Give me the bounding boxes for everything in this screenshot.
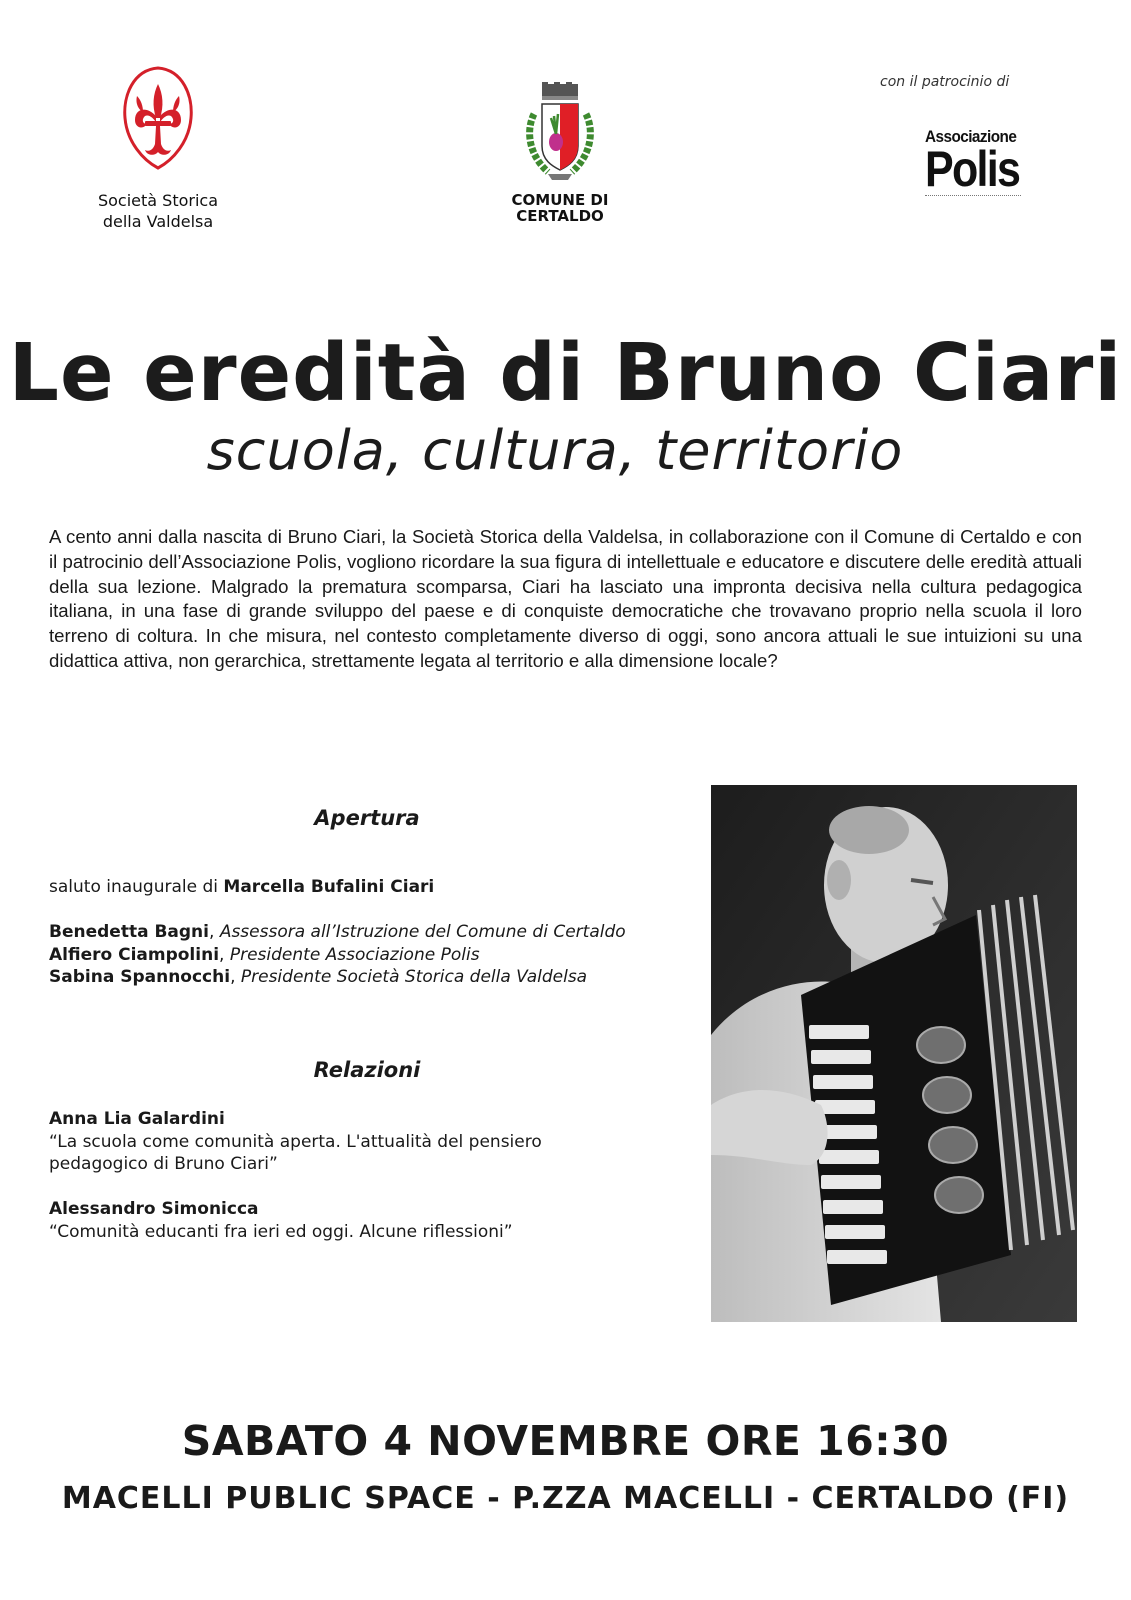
speaker-role: Presidente Associazione Polis	[229, 944, 480, 965]
page-subtitle: scuola, cultura, territorio	[206, 419, 904, 482]
speaker-role: Presidente Società Storica della Valdelsa	[240, 967, 588, 987]
talk-speaker: Alessandro Simonicca	[49, 1199, 259, 1219]
speaker-row	[49, 921, 709, 944]
patronage-text: con il patrocinio di	[880, 74, 1010, 90]
speaker-role: Assessora all’Istruzione del Comune di Certaldo	[219, 922, 626, 942]
talk-item	[49, 1198, 709, 1243]
bruno-ciari-photo	[711, 785, 1077, 1322]
polis-logo-line2: Polis	[925, 141, 1020, 197]
talk-title-line1: “Comunità educanti fra ieri ed oggi. Alcune riflessioni”	[49, 1221, 513, 1242]
event-date: SABATO 4 NOVEMBRE ORE 16:30	[181, 1417, 950, 1465]
accordion-player-photo-image	[711, 785, 1077, 1322]
speaker-row	[49, 966, 709, 989]
intro-paragraph: A cento anni dalla nascita di Bruno Ciari, la Società Storica della Valdelsa, in collaborazione con il Comune di Certaldo e con il patrocinio dell’Associazione Polis, vogliono ricordare la sua figura di intellettuale e educatore e discutere delle eredità attuali della sua lezione. Malgrado la prematura scomparsa, Ciari ha lasciato una impronta decisiva nella cultura pedagogica italiana, in una fase di grande sviluppo del paese e di conquiste democratiche che trovavano proprio nella scuola il loro terreno di coltura. In che misura, nel contesto completamente diverso di oggi, sono ancora attuali le sue intuizioni su una didattica attiva, non gerarchica, strettamente legata al territorio e alla dimensione locale?	[49, 526, 1082, 671]
speakers-list	[49, 921, 709, 989]
page-title: Le eredità di Bruno Ciari	[8, 327, 1123, 419]
societa-storica-logo	[88, 66, 228, 232]
greeting-name: Marcella Bufalini Ciari	[223, 877, 435, 897]
speaker-name: Benedetta Bagni	[49, 922, 209, 942]
speaker-sep: ,	[219, 944, 230, 965]
talk-speaker: Anna Lia Galardini	[49, 1109, 225, 1129]
center-logo-label-line2: CERTALDO	[516, 207, 604, 225]
speaker-name: Sabina Spannocchi	[49, 967, 231, 987]
polis-logo-line1: Associazione	[925, 127, 1017, 146]
greeting-line	[49, 876, 709, 899]
event-place: MACELLI PUBLIC SPACE - P.ZZA MACELLI - CERTALDO (FI)	[61, 1481, 1070, 1516]
talk-title-line1: “La scuola come comunità aperta. L'attualità del pensiero	[49, 1131, 542, 1152]
relazioni-heading: Relazioni	[313, 1058, 421, 1082]
speaker-row	[49, 944, 709, 967]
speaker-name: Alfiero Ciampolini	[49, 944, 220, 965]
florence-lily-shield-icon	[123, 66, 193, 170]
associazione-polis-logo	[925, 127, 1035, 199]
certaldo-coat-of-arms-icon	[518, 80, 602, 188]
talk-item	[49, 1108, 709, 1176]
comune-certaldo-logo	[505, 80, 615, 224]
greeting-prefix: saluto inaugurale di	[49, 877, 224, 897]
speaker-sep: ,	[209, 922, 220, 942]
apertura-heading: Apertura	[314, 806, 420, 830]
speaker-sep: ,	[230, 967, 241, 987]
left-logo-label-line1: Società Storica	[97, 191, 219, 210]
left-logo-label-line2: della Valdelsa	[102, 212, 214, 231]
talk-title-line2: pedagogico di Bruno Ciari”	[49, 1154, 278, 1174]
center-logo-label-line1: COMUNE DI	[511, 191, 609, 209]
